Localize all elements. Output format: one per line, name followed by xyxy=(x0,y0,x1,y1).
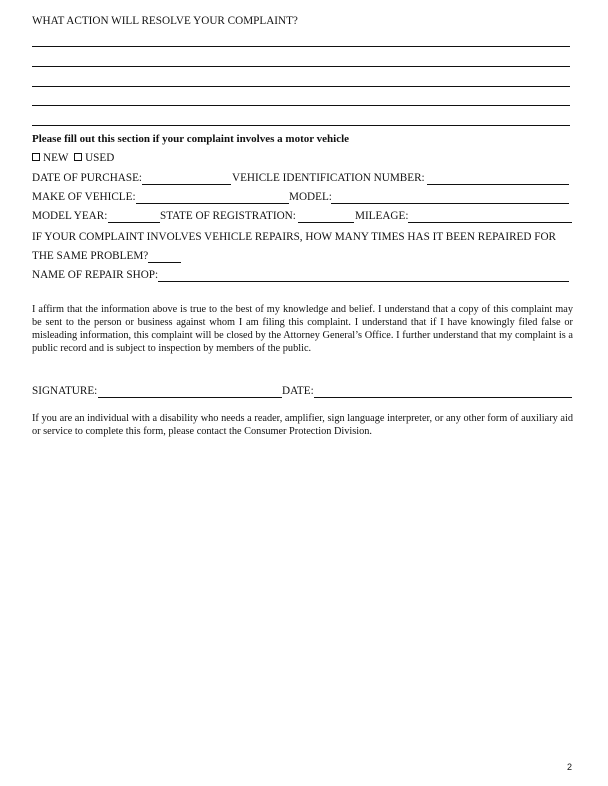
mileage-field[interactable] xyxy=(408,222,572,223)
repairs-question-line2: THE SAME PROBLEM? xyxy=(32,250,149,262)
date-of-purchase-field[interactable] xyxy=(142,184,231,185)
signature-label: SIGNATURE: xyxy=(32,385,98,397)
repairs-count-field[interactable] xyxy=(148,262,181,263)
state-label: STATE OF REGISTRATION: xyxy=(160,210,296,222)
repairs-question-line1: IF YOUR COMPLAINT INVOLVES VEHICLE REPAIRS, HOW MANY TIMES HAS IT BEEN REPAIRED FOR xyxy=(32,231,556,243)
vin-label: VEHICLE IDENTIFICATION NUMBER: xyxy=(232,172,425,184)
model-year-label: MODEL YEAR: xyxy=(32,210,108,222)
resolution-answer-line[interactable] xyxy=(32,46,570,47)
state-field[interactable] xyxy=(298,222,354,223)
resolution-answer-line[interactable] xyxy=(32,105,570,106)
resolution-answer-line[interactable] xyxy=(32,66,570,67)
used-label: USED xyxy=(85,152,115,164)
signature-field[interactable] xyxy=(98,397,282,398)
model-field[interactable] xyxy=(331,203,569,204)
resolution-answer-line[interactable] xyxy=(32,125,570,126)
vehicle-section-title: Please fill out this section if your complaint involves a motor vehicle xyxy=(32,133,350,145)
resolution-answer-line[interactable] xyxy=(32,86,570,87)
repair-shop-label: NAME OF REPAIR SHOP: xyxy=(32,269,159,281)
signature-date-field[interactable] xyxy=(314,397,572,398)
model-year-field[interactable] xyxy=(108,222,160,223)
new-used-row xyxy=(32,151,114,165)
used-checkbox[interactable] xyxy=(74,153,82,161)
make-label: MAKE OF VEHICLE: xyxy=(32,191,136,203)
accessibility-paragraph: If you are an individual with a disability who needs a reader, amplifier, sign language interpreter, or any other form of auxiliary aid or service to complete this form, please contact the Consumer Protection Division. xyxy=(32,413,573,437)
page-number: 2 xyxy=(567,762,573,772)
mileage-label: MILEAGE: xyxy=(355,210,409,222)
vin-field[interactable] xyxy=(427,184,569,185)
make-field[interactable] xyxy=(136,203,289,204)
signature-date-label: DATE: xyxy=(282,385,314,397)
affirmation-paragraph: I affirm that the information above is true to the best of my knowledge and belief. I understand that a copy of this complaint may be sent to the person or business against whom I am filing this complaint. I understand that if I have knowingly filed false or misleading information, this complaint will be closed by the Attorney General’s Office. I further understand that my complaint is a public record and is subject to inspection by members of the public. xyxy=(32,304,573,354)
repair-shop-field[interactable] xyxy=(158,281,569,282)
date-of-purchase-label: DATE OF PURCHASE: xyxy=(32,172,143,184)
resolution-heading: WHAT ACTION WILL RESOLVE YOUR COMPLAINT? xyxy=(32,15,298,27)
model-label: MODEL: xyxy=(289,191,332,203)
new-label: NEW xyxy=(43,152,69,164)
new-checkbox[interactable] xyxy=(32,153,40,161)
